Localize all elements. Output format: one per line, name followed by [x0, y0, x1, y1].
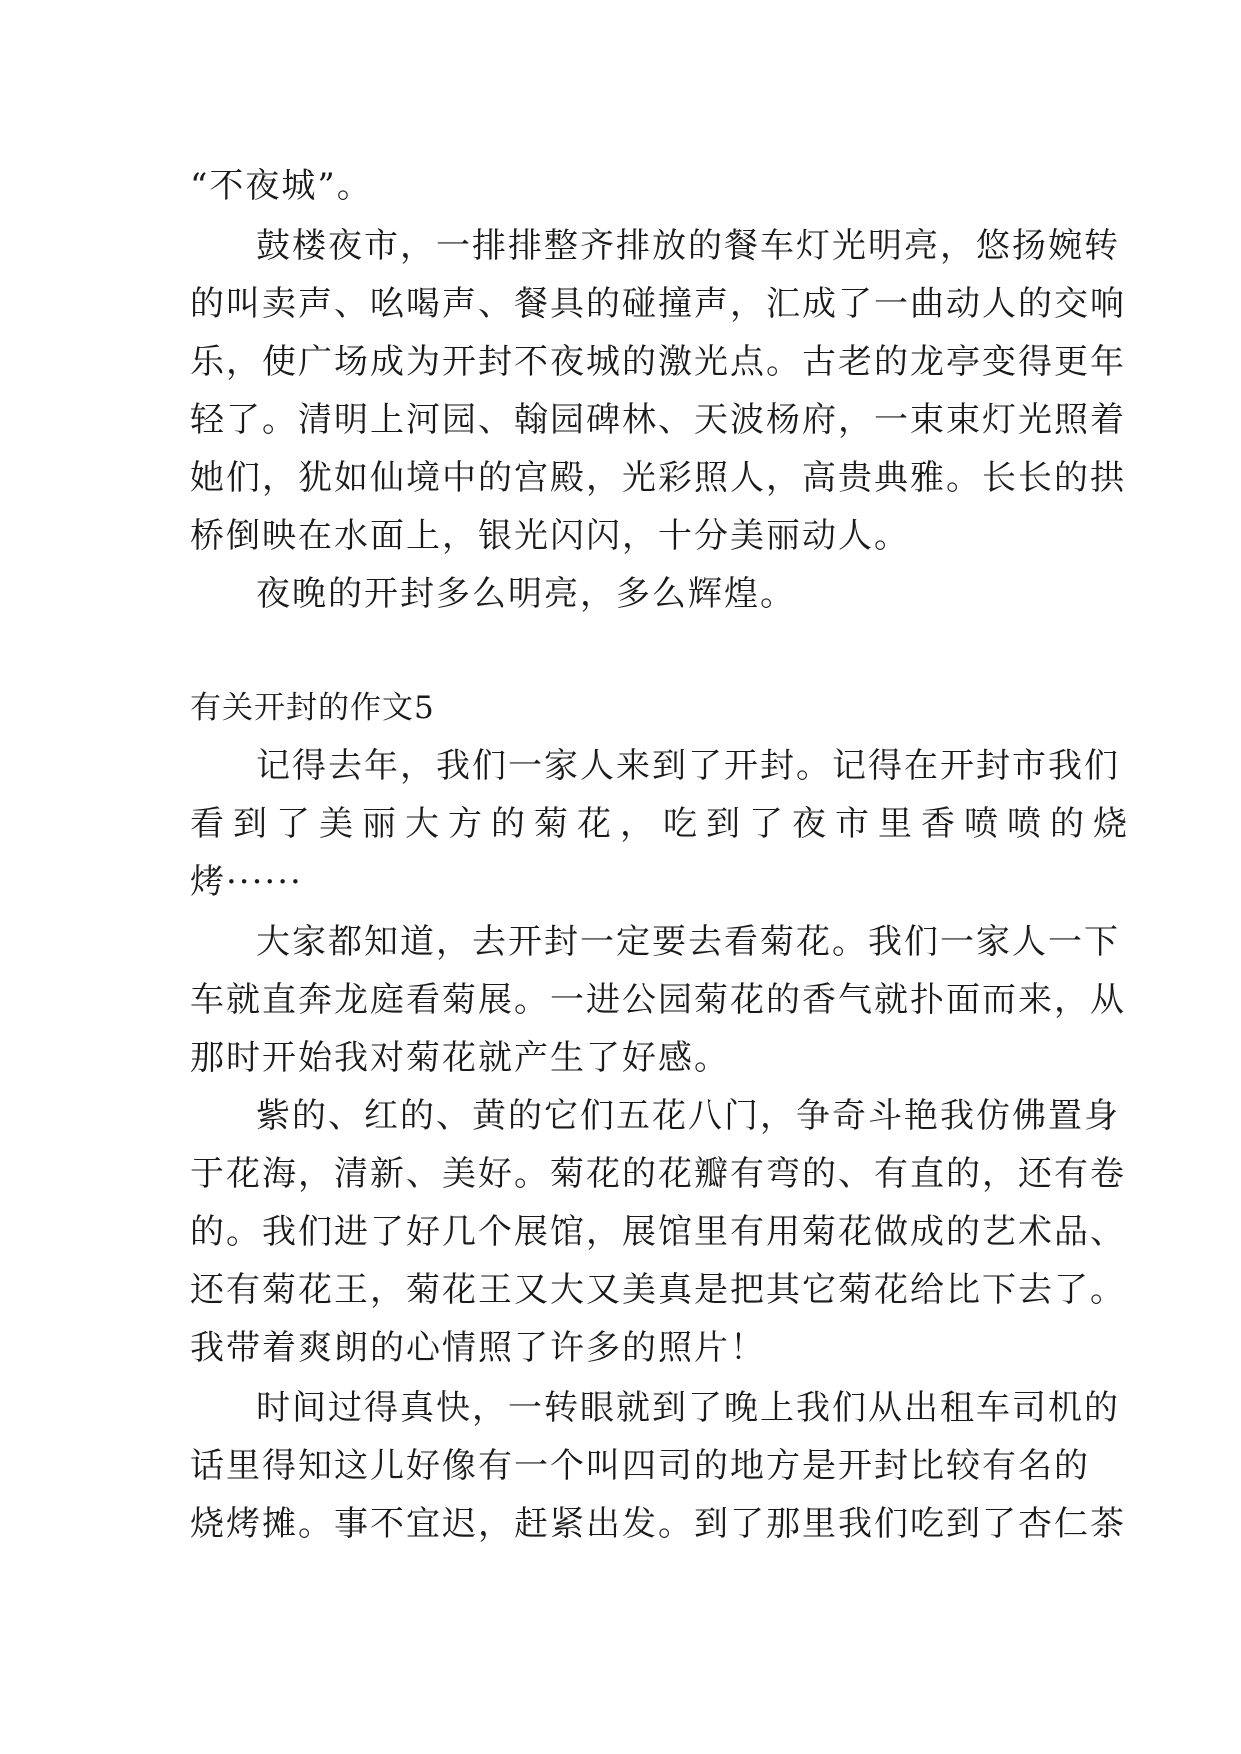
- text-line: 鼓楼夜市，一排排整齐排放的餐车灯光明亮，悠扬婉转: [256, 226, 1120, 266]
- text-line: 还有菊花王，菊花王又大又美真是把其它菊花给比下去了。: [190, 1270, 1126, 1310]
- text-line: 紫的、红的、黄的它们五花八门，争奇斗艳我仿佛置身: [256, 1096, 1120, 1136]
- text-line: 烤······: [190, 862, 303, 902]
- text-line: 的。我们进了好几个展馆，展馆里有用菊花做成的艺术品、: [190, 1212, 1126, 1252]
- text-line: 大家都知道，去开封一定要去看菊花。我们一家人一下: [256, 922, 1120, 962]
- text-line: 桥倒映在水面上，银光闪闪，十分美丽动人。: [190, 516, 910, 556]
- text-line: 话里得知这儿好像有一个叫四司的地方是开封比较有名的: [190, 1446, 1090, 1486]
- text-line: 的叫卖声、吆喝声、餐具的碰撞声，汇成了一曲动人的交响: [190, 284, 1126, 324]
- text-line: 轻了。清明上河园、翰园碑林、天波杨府，一束束灯光照着: [190, 400, 1126, 440]
- text-line: 时间过得真快，一转眼就到了晚上我们从出租车司机的: [256, 1388, 1120, 1428]
- text-line: 记得去年，我们一家人来到了开封。记得在开封市我们: [256, 746, 1120, 786]
- text-line: “不夜城”。: [190, 166, 373, 206]
- text-line: 那时开始我对菊花就产生了好感。: [190, 1038, 730, 1078]
- text-line: 夜晚的开封多么明亮，多么辉煌。: [256, 574, 796, 614]
- section-heading: 有关开封的作文5: [190, 690, 435, 726]
- text-line: 于花海，清新、美好。菊花的花瓣有弯的、有直的，还有卷: [190, 1154, 1126, 1194]
- text-line: 她们，犹如仙境中的宫殿，光彩照人，高贵典雅。长长的拱: [190, 458, 1126, 498]
- text-line: 看到了美丽大方的菊花，吃到了夜市里香喷喷的烧: [190, 804, 1136, 844]
- text-line: 我带着爽朗的心情照了许多的照片！: [190, 1328, 766, 1368]
- text-line: 车就直奔龙庭看菊展。一进公园菊花的香气就扑面而来，从: [190, 980, 1126, 1020]
- text-line: 乐，使广场成为开封不夜城的激光点。古老的龙亭变得更年: [190, 342, 1126, 382]
- text-line: 烧烤摊。事不宜迟，赶紧出发。到了那里我们吃到了杏仁茶: [190, 1504, 1126, 1544]
